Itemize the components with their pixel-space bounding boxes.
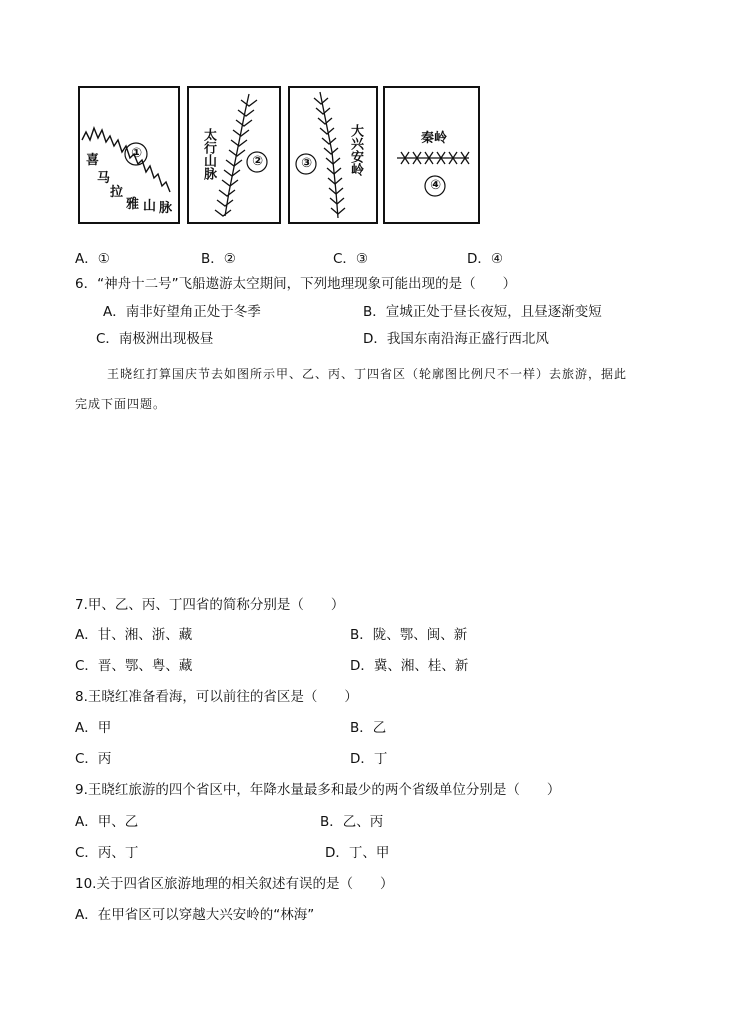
map-label-char: 山 xyxy=(143,199,157,214)
map-label-char: 脉 xyxy=(159,201,173,216)
map-label-char: 雅 xyxy=(126,197,140,212)
q5-option-a[interactable]: A．① xyxy=(75,251,110,267)
q9-stem: 9.王晓红旅游的四个省区中，年降水量最多和最少的两个省级单位分别是（ ） xyxy=(75,782,561,798)
map-number: ③ xyxy=(301,156,313,171)
q6-option-c[interactable]: C．南极洲出现极昼 xyxy=(96,331,214,347)
q8-option-c[interactable]: C．丙 xyxy=(75,751,112,767)
q10-option-a[interactable]: A．在甲省区可以穿越大兴安岭的“林海” xyxy=(75,907,315,923)
map-label: 秦岭 xyxy=(421,131,448,146)
map-daxinganling xyxy=(288,86,378,224)
q6-option-b[interactable]: B．宣城正处于昼长夜短，且昼逐渐变短 xyxy=(363,304,602,320)
map-label-char: 马 xyxy=(97,171,111,186)
q9-option-b[interactable]: B．乙、丙 xyxy=(320,814,384,830)
map-label-char: 喜 xyxy=(86,153,100,168)
q6-stem: 6．“神舟十二号”飞船遨游太空期间，下列地理现象可能出现的是（ ） xyxy=(75,276,517,292)
map-number: ② xyxy=(252,154,264,169)
mountain-range-icon xyxy=(290,88,376,222)
map-label: 大兴安岭 xyxy=(348,124,363,176)
q9-option-a[interactable]: A．甲、乙 xyxy=(75,814,139,830)
map-qinling xyxy=(383,86,480,224)
q6-option-a[interactable]: A．南非好望角正处于冬季 xyxy=(103,304,261,320)
q6-option-d[interactable]: D．我国东南沿海正盛行西北风 xyxy=(363,331,549,347)
intro-line-1: 王晓红打算国庆节去如图所示甲、乙、丙、丁四省区（轮廓图比例尺不一样）去旅游，据此 xyxy=(107,367,628,381)
q5-option-d[interactable]: D．④ xyxy=(467,251,503,267)
q7-option-d[interactable]: D．冀、湘、桂、新 xyxy=(350,658,469,674)
q7-option-c[interactable]: C．晋、鄂、粤、藏 xyxy=(75,658,193,674)
map-label-char: 拉 xyxy=(110,185,124,200)
q8-option-b[interactable]: B．乙 xyxy=(350,720,387,736)
map-taihang xyxy=(187,86,281,224)
q7-option-b[interactable]: B．陇、鄂、闽、新 xyxy=(350,627,468,643)
map-label: 太行山脉 xyxy=(201,128,216,180)
map-number: ④ xyxy=(430,178,442,193)
q7-option-a[interactable]: A．甘、湘、浙、藏 xyxy=(75,627,193,643)
q9-option-c[interactable]: C．丙、丁 xyxy=(75,845,139,861)
q5-option-c[interactable]: C．③ xyxy=(333,251,369,267)
q9-option-d[interactable]: D．丁、甲 xyxy=(325,845,390,861)
map-number: ① xyxy=(131,146,143,161)
intro-line-2: 完成下面四题。 xyxy=(75,397,167,411)
q10-stem: 10.关于四省区旅游地理的相关叙述有误的是（ ） xyxy=(75,876,394,892)
q8-stem: 8.王晓红准备看海，可以前往的省区是（ ） xyxy=(75,689,358,705)
mountain-range-icon xyxy=(385,88,478,222)
q8-option-a[interactable]: A．甲 xyxy=(75,720,112,736)
q8-option-d[interactable]: D．丁 xyxy=(350,751,388,767)
q7-stem: 7.甲、乙、丙、丁四省的简称分别是（ ） xyxy=(75,597,345,613)
map-himalaya xyxy=(78,86,180,224)
q5-option-b[interactable]: B．② xyxy=(201,251,236,267)
